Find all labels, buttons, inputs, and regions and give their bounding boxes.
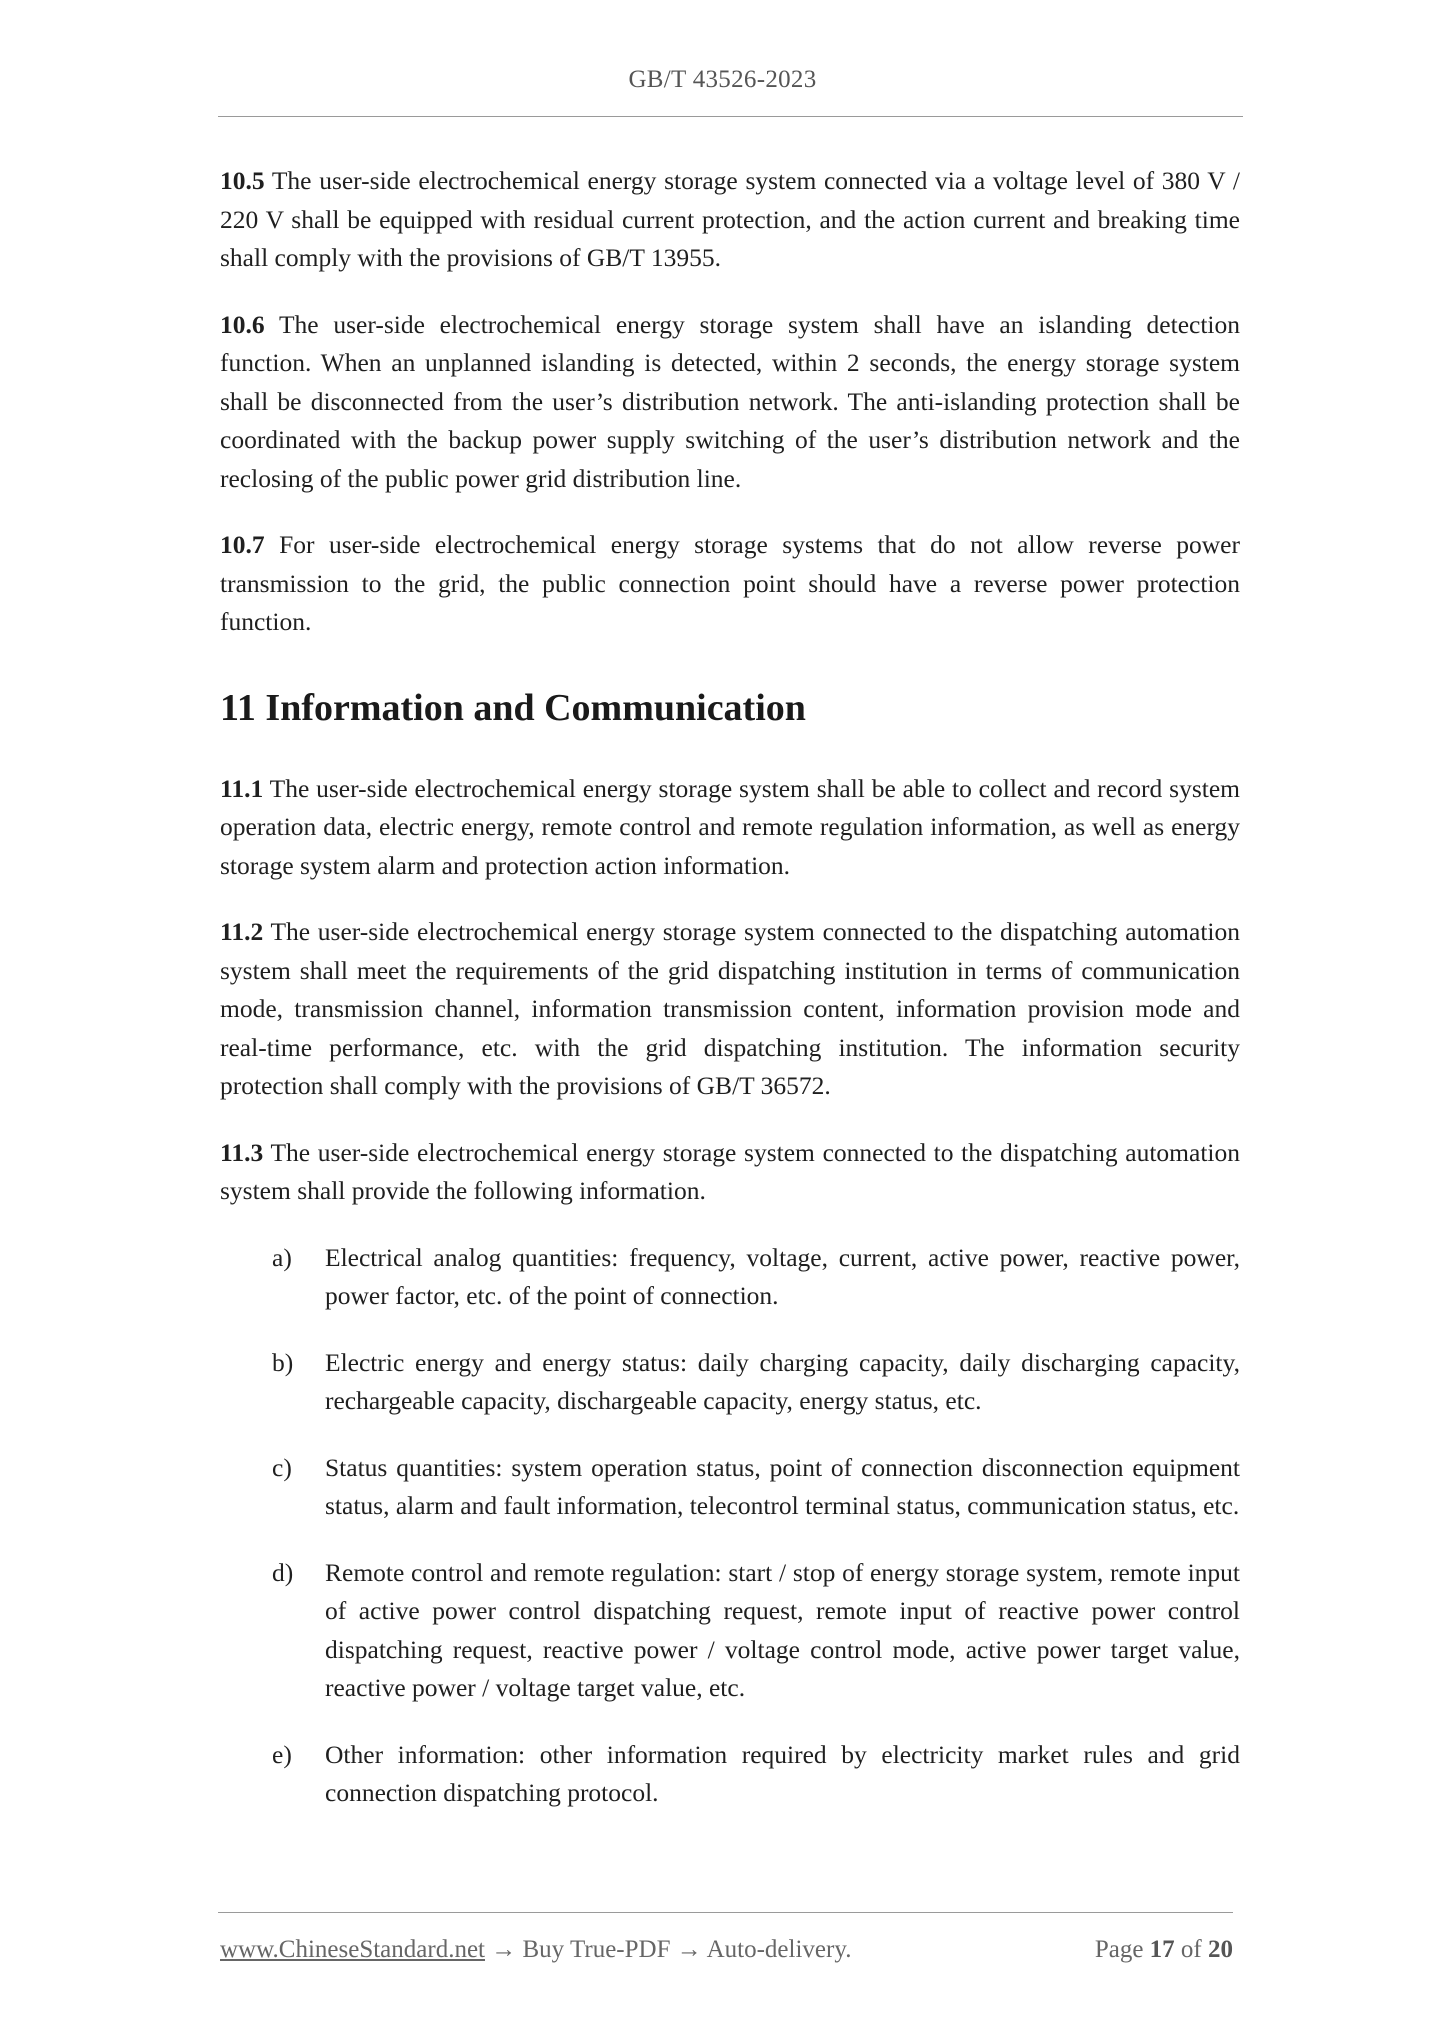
list-item: [220, 1554, 1240, 1708]
footer-tagline: → Buy True-PDF → Auto-delivery.: [485, 1936, 852, 1963]
list-item: [220, 1736, 1240, 1813]
information-list: [220, 1239, 1240, 1813]
clause-10-6: [220, 306, 1240, 499]
list-item-text: Electric energy and energy status: daily charging capacity, daily discharging capacity, rechargeable capacity, dischargeable capacity, energy status, etc.: [325, 1347, 1240, 1415]
clause-number: 11.1: [220, 773, 264, 803]
footer-left: [220, 1936, 851, 1964]
list-item-text: Electrical analog quantities: frequency, voltage, current, active power, reactive power, power factor, etc. of the point of connection.: [325, 1242, 1240, 1310]
clause-text: The user-side electrochemical energy storage system connected to the dispatching automation system shall provide the following information.: [220, 1137, 1240, 1205]
page-number: [1095, 1936, 1233, 1964]
page-total: 20: [1208, 1936, 1233, 1963]
clause-number: 11.3: [220, 1137, 264, 1167]
list-marker: d): [272, 1557, 294, 1587]
section-heading: 11 Information and Communication: [220, 686, 806, 729]
footer-rule: [218, 1912, 1233, 1913]
list-marker: b): [272, 1347, 294, 1377]
list-marker: c): [272, 1452, 292, 1482]
list-marker: e): [272, 1739, 292, 1769]
page-content: [220, 162, 1240, 1841]
clause-11-2: [220, 913, 1240, 1106]
page-label: Page: [1094, 1936, 1144, 1963]
clause-number: 10.6: [220, 309, 265, 339]
clause-number: 10.7: [220, 530, 265, 559]
header-rule: [218, 116, 1243, 117]
clause-11-3: [220, 1134, 1240, 1211]
clause-number: 10.5: [220, 166, 265, 195]
clause-text: The user-side electrochemical energy storage system shall be able to collect and record system operation data, electric energy, remote control and remote regulation information, as well as energy storage system alarm and protection action information.: [220, 773, 1240, 880]
clause-number: 11.2: [220, 917, 264, 946]
clause-text: The user-side electrochemical energy storage system connected to the dispatching automation system shall meet the requirements of the grid dispatching institution in terms of communication mode, transmission channel, information transmission content, information provision mode and real-time performance, etc. with the grid dispatching institution. The information security protection shall comply with the provisions of GB/T 36572.: [220, 917, 1240, 1100]
list-item-text: Other information: other information required by electricity market rules and grid connection dispatching protocol.: [325, 1739, 1240, 1807]
website-link[interactable]: www.ChineseStandard.net: [220, 1936, 485, 1963]
clause-10-7: [220, 526, 1240, 642]
clause-11-1: [220, 770, 1240, 886]
list-item-text: Remote control and remote regulation: start / stop of energy storage system, remote input of active power control dispatching request, remote input of reactive power control dispatching request, reactive power / voltage control mode, active power target value, reactive power / voltage target value, etc.: [325, 1557, 1240, 1702]
list-item: [220, 1344, 1240, 1421]
clause-text: The user-side electrochemical energy storage system shall have an islanding detection function. When an unplanned islanding is detected, within 2 seconds, the energy storage system shall be disconnected from the user’s distribution network. The anti-islanding protection shall be coordinated with the backup power supply switching of the user’s distribution network and the reclosing of the public power grid distribution line.: [220, 309, 1240, 493]
list-marker: a): [272, 1242, 292, 1272]
list-item-text: Status quantities: system operation status, point of connection disconnection equipment status, alarm and fault information, telecontrol terminal status, communication status, etc.: [325, 1452, 1240, 1520]
page-current: 17: [1149, 1936, 1175, 1963]
list-item: [220, 1239, 1240, 1316]
clause-10-5: [220, 162, 1240, 278]
clause-text: The user-side electrochemical energy storage system connected via a voltage level of 380 V / 220 V shall be equipped with residual current protection, and the action current and breaking time shall comply with the provisions of GB/T 13955.: [220, 166, 1240, 272]
list-item: [220, 1449, 1240, 1526]
clause-text: For user-side electrochemical energy storage systems that do not allow reverse power transmission to the grid, the public connection point should have a reverse power protection function.: [220, 530, 1240, 636]
header-title: GB/T 43526-2023: [628, 66, 817, 93]
of-label: of: [1180, 1936, 1202, 1963]
